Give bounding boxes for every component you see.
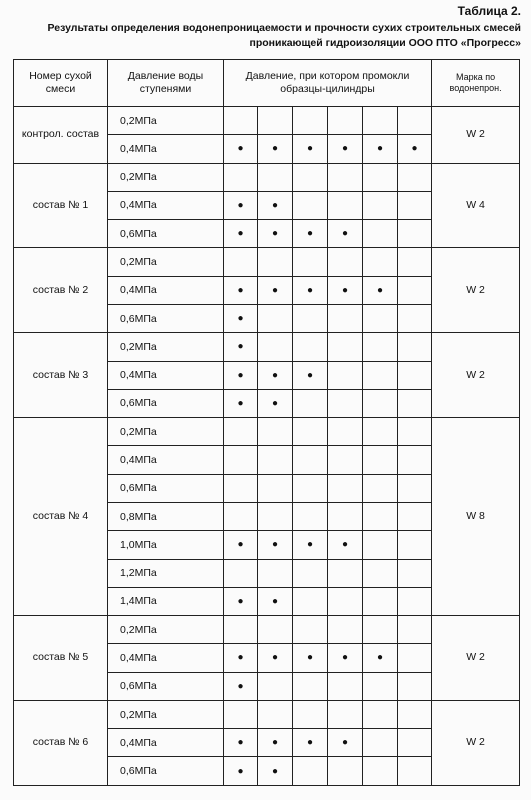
wet-sample-dot: ● [363, 276, 398, 304]
empty-sample-cell [398, 389, 432, 417]
empty-sample-cell [224, 107, 258, 135]
empty-sample-cell [363, 361, 398, 389]
wet-sample-dot: ● [224, 587, 258, 615]
wet-sample-dot: ● [258, 389, 293, 417]
empty-sample-cell [224, 418, 258, 446]
table-row [14, 107, 520, 135]
wet-sample-dot: ● [224, 191, 258, 219]
empty-sample-cell [224, 446, 258, 474]
sample-name-cell: состав № 1 [14, 163, 108, 248]
pressure-cell: 0,6МПа [108, 389, 224, 417]
wet-sample-dot: ● [258, 757, 293, 786]
wet-sample-dot: ● [258, 729, 293, 757]
empty-sample-cell [398, 700, 432, 728]
empty-sample-cell [328, 333, 363, 361]
sample-name-cell: контрол. состав [14, 107, 108, 164]
table-body [14, 107, 520, 786]
table-row [14, 163, 520, 191]
pressure-cell: 0,6МПа [108, 220, 224, 248]
empty-sample-cell [293, 587, 328, 615]
header-pressure-steps: Давление воды ступенями [108, 60, 224, 107]
pressure-cell: 0,4МПа [108, 644, 224, 672]
empty-sample-cell [328, 757, 363, 786]
empty-sample-cell [363, 502, 398, 530]
pressure-cell: 0,2МПа [108, 418, 224, 446]
empty-sample-cell [293, 389, 328, 417]
empty-sample-cell [258, 474, 293, 502]
wet-sample-dot: ● [328, 276, 363, 304]
empty-sample-cell [258, 163, 293, 191]
sample-name-cell: состав № 5 [14, 616, 108, 701]
table-row [14, 248, 520, 276]
wet-sample-dot: ● [328, 729, 363, 757]
empty-sample-cell [293, 418, 328, 446]
empty-sample-cell [258, 672, 293, 700]
grade-cell: W 2 [432, 700, 520, 785]
wet-sample-dot: ● [328, 220, 363, 248]
empty-sample-cell [363, 757, 398, 786]
empty-sample-cell [293, 502, 328, 530]
empty-sample-cell [328, 389, 363, 417]
table-title: Результаты определения водонепроницаемости и прочности сухих строительных смесей проникающей гидроизоляции ООО ПТО «Прогресс» [47, 22, 521, 49]
empty-sample-cell [293, 559, 328, 587]
pressure-cell: 0,6МПа [108, 757, 224, 786]
empty-sample-cell [363, 220, 398, 248]
pressure-cell: 0,8МПа [108, 502, 224, 530]
empty-sample-cell [398, 220, 432, 248]
empty-sample-cell [398, 531, 432, 559]
wet-sample-dot: ● [328, 531, 363, 559]
empty-sample-cell [363, 248, 398, 276]
empty-sample-cell [398, 757, 432, 786]
empty-sample-cell [293, 616, 328, 644]
pressure-cell: 0,4МПа [108, 361, 224, 389]
wet-sample-dot: ● [328, 644, 363, 672]
pressure-cell: 1,4МПа [108, 587, 224, 615]
header-sample: Номер сухой смеси [14, 60, 108, 107]
empty-sample-cell [258, 559, 293, 587]
empty-sample-cell [328, 502, 363, 530]
wet-sample-dot: ● [258, 644, 293, 672]
empty-sample-cell [258, 700, 293, 728]
empty-sample-cell [258, 616, 293, 644]
table-row [14, 333, 520, 361]
wet-sample-dot: ● [224, 333, 258, 361]
pressure-cell: 0,2МПа [108, 163, 224, 191]
wet-sample-dot: ● [363, 135, 398, 163]
wet-sample-dot: ● [258, 191, 293, 219]
sample-name-cell: состав № 4 [14, 418, 108, 616]
empty-sample-cell [224, 248, 258, 276]
empty-sample-cell [363, 531, 398, 559]
pressure-cell: 0,6МПа [108, 304, 224, 332]
empty-sample-cell [398, 276, 432, 304]
wet-sample-dot: ● [258, 587, 293, 615]
wet-sample-dot: ● [293, 220, 328, 248]
table-row [14, 418, 520, 446]
empty-sample-cell [293, 248, 328, 276]
wet-sample-dot: ● [224, 220, 258, 248]
empty-sample-cell [363, 333, 398, 361]
pressure-cell: 0,4МПа [108, 276, 224, 304]
wet-sample-dot: ● [224, 672, 258, 700]
wet-sample-dot: ● [293, 729, 328, 757]
empty-sample-cell [258, 333, 293, 361]
empty-sample-cell [398, 644, 432, 672]
empty-sample-cell [293, 757, 328, 786]
empty-sample-cell [328, 248, 363, 276]
wet-sample-dot: ● [258, 220, 293, 248]
empty-sample-cell [398, 559, 432, 587]
empty-sample-cell [293, 191, 328, 219]
empty-sample-cell [328, 163, 363, 191]
empty-sample-cell [398, 672, 432, 700]
pressure-cell: 0,2МПа [108, 616, 224, 644]
grade-cell: W 2 [432, 248, 520, 333]
wet-sample-dot: ● [224, 729, 258, 757]
empty-sample-cell [328, 559, 363, 587]
pressure-cell: 1,0МПа [108, 531, 224, 559]
empty-sample-cell [224, 559, 258, 587]
header-grade: Марка по водонепрон. [432, 60, 520, 107]
results-table [13, 59, 520, 786]
wet-sample-dot: ● [224, 531, 258, 559]
table-row [14, 616, 520, 644]
empty-sample-cell [363, 616, 398, 644]
pressure-cell: 0,4МПа [108, 446, 224, 474]
empty-sample-cell [224, 502, 258, 530]
wet-sample-dot: ● [224, 361, 258, 389]
pressure-cell: 0,4МПа [108, 191, 224, 219]
empty-sample-cell [398, 446, 432, 474]
empty-sample-cell [258, 446, 293, 474]
empty-sample-cell [293, 700, 328, 728]
wet-sample-dot: ● [224, 644, 258, 672]
empty-sample-cell [328, 361, 363, 389]
wet-sample-dot: ● [293, 276, 328, 304]
empty-sample-cell [328, 474, 363, 502]
wet-sample-dot: ● [224, 276, 258, 304]
empty-sample-cell [224, 474, 258, 502]
pressure-cell: 0,2МПа [108, 700, 224, 728]
wet-sample-dot: ● [258, 361, 293, 389]
wet-sample-dot: ● [293, 135, 328, 163]
empty-sample-cell [363, 700, 398, 728]
empty-sample-cell [258, 304, 293, 332]
grade-cell: W 2 [432, 333, 520, 418]
grade-cell: W 4 [432, 163, 520, 248]
empty-sample-cell [258, 418, 293, 446]
empty-sample-cell [293, 333, 328, 361]
sample-name-cell: состав № 3 [14, 333, 108, 418]
empty-sample-cell [398, 361, 432, 389]
empty-sample-cell [398, 191, 432, 219]
empty-sample-cell [328, 191, 363, 219]
empty-sample-cell [224, 163, 258, 191]
header-row [14, 60, 520, 107]
empty-sample-cell [258, 248, 293, 276]
empty-sample-cell [363, 559, 398, 587]
pressure-cell: 0,6МПа [108, 672, 224, 700]
empty-sample-cell [398, 587, 432, 615]
pressure-cell: 0,6МПа [108, 474, 224, 502]
empty-sample-cell [224, 616, 258, 644]
empty-sample-cell [363, 191, 398, 219]
empty-sample-cell [398, 729, 432, 757]
empty-sample-cell [363, 389, 398, 417]
empty-sample-cell [398, 418, 432, 446]
wet-sample-dot: ● [258, 531, 293, 559]
empty-sample-cell [398, 107, 432, 135]
empty-sample-cell [398, 304, 432, 332]
sample-name-cell: состав № 2 [14, 248, 108, 333]
empty-sample-cell [363, 304, 398, 332]
empty-sample-cell [363, 587, 398, 615]
empty-sample-cell [293, 107, 328, 135]
wet-sample-dot: ● [224, 135, 258, 163]
wet-sample-dot: ● [224, 389, 258, 417]
pressure-cell: 1,2МПа [108, 559, 224, 587]
empty-sample-cell [224, 700, 258, 728]
empty-sample-cell [398, 163, 432, 191]
empty-sample-cell [398, 248, 432, 276]
empty-sample-cell [293, 474, 328, 502]
empty-sample-cell [328, 672, 363, 700]
empty-sample-cell [363, 163, 398, 191]
empty-sample-cell [328, 304, 363, 332]
pressure-cell: 0,2МПа [108, 333, 224, 361]
header-wet-pressure: Давление, при котором промокли образцы-цилиндры [224, 60, 432, 107]
wet-sample-dot: ● [398, 135, 432, 163]
empty-sample-cell [398, 616, 432, 644]
empty-sample-cell [328, 616, 363, 644]
pressure-cell: 0,4МПа [108, 729, 224, 757]
grade-cell: W 2 [432, 616, 520, 701]
empty-sample-cell [328, 587, 363, 615]
wet-sample-dot: ● [258, 135, 293, 163]
wet-sample-dot: ● [363, 644, 398, 672]
empty-sample-cell [258, 107, 293, 135]
empty-sample-cell [363, 729, 398, 757]
empty-sample-cell [328, 446, 363, 474]
grade-cell: W 2 [432, 107, 520, 164]
empty-sample-cell [363, 446, 398, 474]
table-number: Таблица 2. [457, 4, 521, 18]
wet-sample-dot: ● [293, 361, 328, 389]
wet-sample-dot: ● [328, 135, 363, 163]
pressure-cell: 0,4МПа [108, 135, 224, 163]
empty-sample-cell [398, 333, 432, 361]
wet-sample-dot: ● [224, 757, 258, 786]
empty-sample-cell [363, 107, 398, 135]
empty-sample-cell [398, 502, 432, 530]
sample-name-cell: состав № 6 [14, 700, 108, 785]
empty-sample-cell [293, 163, 328, 191]
grade-cell: W 8 [432, 418, 520, 616]
wet-sample-dot: ● [224, 304, 258, 332]
empty-sample-cell [293, 446, 328, 474]
empty-sample-cell [363, 418, 398, 446]
empty-sample-cell [293, 304, 328, 332]
empty-sample-cell [328, 107, 363, 135]
empty-sample-cell [363, 672, 398, 700]
pressure-cell: 0,2МПа [108, 107, 224, 135]
empty-sample-cell [398, 474, 432, 502]
empty-sample-cell [328, 418, 363, 446]
empty-sample-cell [293, 672, 328, 700]
pressure-cell: 0,2МПа [108, 248, 224, 276]
table-row [14, 700, 520, 728]
empty-sample-cell [363, 474, 398, 502]
wet-sample-dot: ● [258, 276, 293, 304]
empty-sample-cell [258, 502, 293, 530]
wet-sample-dot: ● [293, 644, 328, 672]
empty-sample-cell [328, 700, 363, 728]
wet-sample-dot: ● [293, 531, 328, 559]
